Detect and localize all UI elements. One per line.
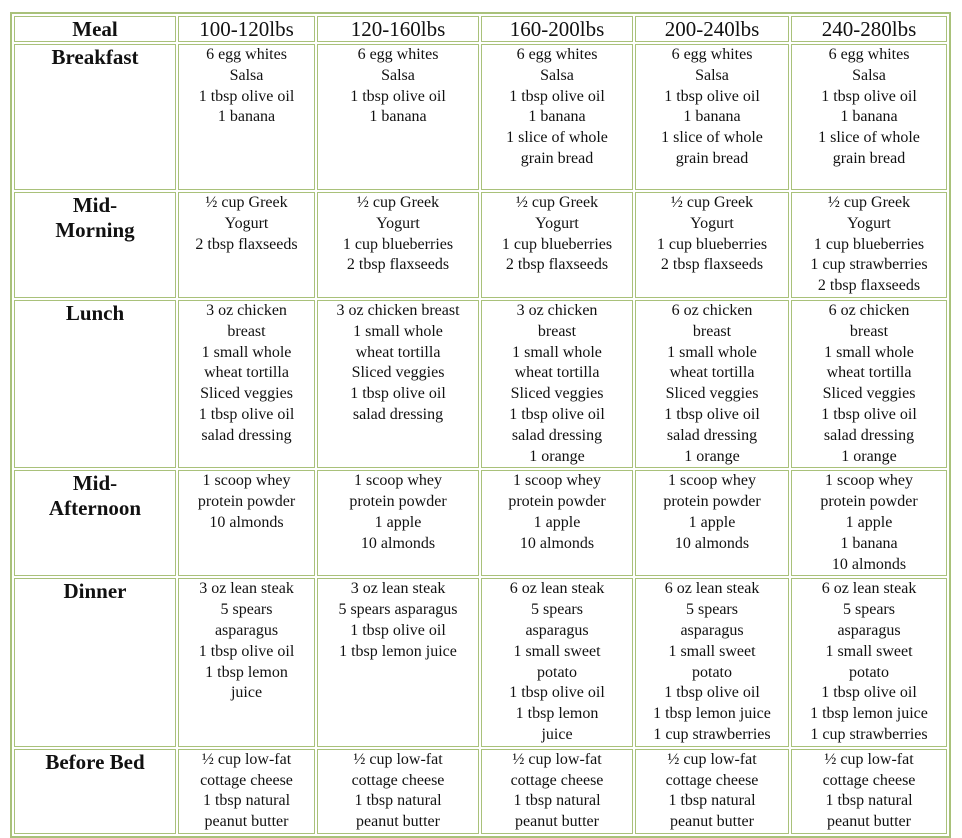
food-item: 1 tbsp natural (668, 792, 756, 810)
food-item: Sliced veggies (200, 385, 293, 403)
food-item: 1 scoop whey (202, 472, 291, 490)
meal-name-line: Mid- (72, 193, 118, 217)
food-item: 1 cup strawberries (810, 725, 928, 743)
food-item: 1 tbsp olive oil (664, 405, 760, 423)
food-item: Yogurt (535, 214, 579, 232)
food-item: 1 small whole (824, 343, 914, 361)
meal-name-line: Lunch (65, 300, 125, 325)
cell-breakfast-240-280 (791, 44, 947, 190)
food-item: peanut butter (670, 813, 754, 831)
cell-lunch-240-280 (791, 300, 947, 468)
food-item: Yogurt (690, 214, 734, 232)
food-item: ½ cup Greek (356, 194, 440, 211)
food-item: Yogurt (847, 214, 891, 232)
food-item: breast (849, 322, 889, 340)
meal-plan-table (10, 12, 951, 838)
cell-before-bed-120-160 (317, 749, 479, 834)
food-item: grain bread (832, 149, 906, 167)
food-item: 10 almonds (519, 534, 595, 552)
food-item: peanut butter (827, 813, 911, 831)
food-item: salad dressing (511, 426, 603, 444)
food-item: Yogurt (376, 214, 420, 232)
food-item: 1 orange (529, 447, 585, 465)
food-item: Salsa (540, 66, 574, 84)
food-item: 1 tbsp natural (825, 792, 913, 810)
food-item: 1 tbsp olive oil (509, 684, 605, 702)
meal-name-before-bed (14, 749, 176, 834)
cell-breakfast-120-160 (317, 44, 479, 190)
food-item: wheat tortilla (355, 343, 441, 361)
cell-mid-morning-120-160 (317, 192, 479, 298)
cell-mid-morning-160-200 (481, 192, 633, 298)
cell-mid-afternoon-100-120 (178, 470, 315, 576)
table-row (14, 749, 947, 834)
food-item: ½ cup Greek (827, 194, 911, 211)
food-item: cottage cheese (665, 771, 759, 789)
food-item: 6 oz lean steak (509, 580, 605, 598)
food-item: Salsa (229, 66, 264, 84)
food-item: potato (849, 663, 889, 681)
food-item: 3 oz lean steak (199, 580, 294, 598)
food-item: Yogurt (224, 214, 269, 232)
food-item: 1 tbsp olive oil (509, 87, 605, 105)
food-item: 5 spears (531, 601, 583, 619)
food-item: cottage cheese (351, 771, 445, 789)
food-item: ½ cup Greek (205, 194, 288, 211)
food-item: 1 tbsp olive oil (350, 385, 446, 403)
food-item: juice (230, 684, 263, 702)
cell-mid-morning-200-240 (635, 192, 789, 298)
food-item: Sliced veggies (510, 385, 604, 403)
food-item: salad dressing (666, 426, 758, 444)
food-item: 5 spears (686, 601, 738, 619)
header-240-280: 240-280lbs (791, 16, 947, 42)
food-item: wheat tortilla (204, 364, 289, 382)
food-item: Salsa (381, 66, 415, 84)
food-item: 1 tbsp olive oil (821, 405, 917, 423)
food-item: ½ cup low-fat (201, 750, 292, 768)
food-item: Sliced veggies (351, 364, 445, 382)
food-item: 1 tbsp olive oil (198, 87, 295, 105)
food-item: salad dressing (823, 426, 915, 444)
meal-name-line: Afternoon (48, 496, 142, 521)
food-item: 2 tbsp flaxseeds (660, 256, 764, 274)
food-item: 6 egg whites (516, 46, 598, 63)
food-item: breast (537, 322, 577, 340)
food-item: 1 cup strawberries (653, 725, 771, 743)
food-item: 5 spears (843, 601, 895, 619)
cell-before-bed-100-120 (178, 749, 315, 834)
food-item: 1 apple (374, 513, 422, 531)
food-item: 1 tbsp lemon juice (339, 642, 457, 660)
food-item: 1 small whole (667, 343, 757, 361)
food-item: 1 tbsp natural (354, 792, 442, 810)
table-row (14, 470, 947, 576)
food-item: wheat tortilla (669, 364, 755, 382)
food-item: 3 oz chicken (206, 301, 287, 319)
food-item: 1 cup blueberries (342, 235, 454, 253)
food-item: 1 tbsp lemon (205, 663, 288, 681)
food-item: 1 tbsp olive oil (664, 87, 760, 105)
cell-before-bed-160-200 (481, 749, 633, 834)
food-item: Sliced veggies (665, 385, 759, 403)
cell-mid-afternoon-160-200 (481, 470, 633, 576)
food-item: asparagus (680, 621, 744, 639)
food-item: asparagus (525, 621, 589, 639)
food-item: 10 almonds (360, 534, 436, 552)
meal-name-breakfast (14, 44, 176, 190)
food-item: 2 tbsp flaxseeds (195, 235, 298, 253)
food-item: 1 tbsp olive oil (198, 405, 295, 423)
food-item: 1 scoop whey (825, 472, 913, 490)
food-item: 1 small whole (201, 343, 292, 361)
food-item: 1 apple (533, 513, 581, 531)
food-item: peanut butter (515, 813, 599, 831)
cell-dinner-100-120 (178, 578, 315, 746)
food-item: 10 almonds (209, 513, 284, 531)
meal-name-line: Breakfast (51, 45, 139, 69)
cell-mid-morning-240-280 (791, 192, 947, 298)
food-item: 10 almonds (674, 534, 750, 552)
food-item: ½ cup low-fat (667, 750, 757, 768)
food-item: 2 tbsp flaxseeds (346, 256, 450, 274)
food-item: 1 small sweet (825, 642, 913, 660)
cell-dinner-160-200 (481, 578, 633, 746)
food-item: peanut butter (356, 813, 440, 831)
food-item: ½ cup Greek (515, 194, 599, 211)
meal-name-line: Dinner (63, 579, 127, 604)
food-item: 1 banana (840, 534, 898, 552)
food-item: cottage cheese (822, 771, 916, 789)
food-item: 1 cup blueberries (501, 235, 613, 253)
food-item: 6 egg whites (828, 46, 910, 63)
food-item: 3 oz chicken (516, 301, 598, 319)
food-item: 1 orange (684, 447, 740, 465)
food-item: potato (692, 663, 732, 681)
food-item: 6 oz chicken (671, 301, 753, 319)
food-item: 1 tbsp lemon (515, 705, 599, 723)
food-item: 1 tbsp olive oil (198, 642, 295, 660)
food-item: 1 small whole (512, 343, 602, 361)
cell-dinner-240-280 (791, 578, 947, 746)
food-item: ½ cup low-fat (512, 750, 602, 768)
header-120-160: 120-160lbs (317, 16, 479, 42)
food-item: 6 egg whites (671, 46, 753, 63)
food-item: 1 cup blueberries (656, 235, 768, 253)
food-item: 1 banana (528, 108, 586, 126)
food-item: ½ cup Greek (670, 194, 754, 211)
food-item: 1 banana (840, 108, 898, 126)
meal-name-line: Before Bed (45, 749, 145, 774)
cell-before-bed-200-240 (635, 749, 789, 834)
cell-mid-afternoon-240-280 (791, 470, 947, 576)
food-item: 2 tbsp flaxseeds (505, 256, 609, 274)
food-item: 3 oz chicken breast (336, 301, 460, 319)
food-item: grain bread (520, 149, 594, 167)
food-item: protein powder (197, 493, 296, 511)
cell-before-bed-240-280 (791, 749, 947, 834)
food-item: 1 tbsp olive oil (350, 621, 446, 639)
food-item: asparagus (214, 621, 279, 639)
food-item: cottage cheese (200, 771, 293, 789)
food-item: salad dressing (352, 405, 444, 423)
food-item: 1 slice of whole (818, 129, 920, 147)
food-item: 3 oz lean steak (350, 580, 446, 598)
meal-name-mid-morning (14, 192, 176, 298)
food-item: 1 scoop whey (668, 472, 756, 490)
table-row (14, 192, 947, 298)
table-row (14, 44, 947, 190)
food-item: 6 oz chicken (828, 301, 910, 319)
cell-lunch-160-200 (481, 300, 633, 468)
food-item: 1 scoop whey (354, 472, 442, 490)
food-item: wheat tortilla (826, 364, 912, 382)
table-row (14, 578, 947, 746)
meal-plan (10, 12, 950, 831)
food-item: 1 banana (217, 108, 276, 126)
food-item: 1 small whole (353, 322, 443, 340)
food-item: protein powder (508, 493, 606, 511)
food-item: 1 cup blueberries (813, 235, 925, 253)
cell-dinner-120-160 (317, 578, 479, 746)
food-item: 1 cup strawberries (810, 256, 928, 274)
cell-breakfast-160-200 (481, 44, 633, 190)
food-item: 1 banana (369, 108, 427, 126)
meal-name-line: Morning (55, 218, 135, 242)
food-item: 1 tbsp lemon juice (653, 705, 771, 723)
food-item: peanut butter (204, 813, 289, 831)
food-item: 1 apple (845, 513, 893, 531)
food-item: 1 tbsp olive oil (821, 87, 917, 105)
food-item: 1 slice of whole (506, 129, 608, 147)
food-item: cottage cheese (510, 771, 604, 789)
food-item: 1 apple (688, 513, 736, 531)
food-item: 6 egg whites (357, 46, 439, 63)
header-200-240: 200-240lbs (635, 16, 789, 42)
meal-name-mid-afternoon (14, 470, 176, 576)
food-item: ½ cup low-fat (353, 750, 443, 768)
food-item: 1 tbsp olive oil (821, 684, 917, 702)
food-item: 1 orange (841, 447, 897, 465)
food-item: protein powder (820, 493, 918, 511)
food-item: 2 tbsp flaxseeds (817, 277, 921, 295)
food-item: 1 small sweet (513, 642, 601, 660)
meal-name-line: Mid- (72, 471, 118, 496)
food-item: Salsa (852, 66, 886, 84)
cell-breakfast-100-120 (178, 44, 315, 190)
food-item: 6 oz lean steak (821, 580, 917, 598)
header-meal: Meal (14, 16, 176, 42)
food-item: 1 tbsp lemon juice (810, 705, 928, 723)
food-item: 1 tbsp natural (202, 792, 291, 810)
food-item: breast (692, 322, 732, 340)
food-item: salad dressing (201, 426, 292, 444)
food-item: Sliced veggies (822, 385, 916, 403)
cell-mid-afternoon-120-160 (317, 470, 479, 576)
food-item: potato (537, 663, 577, 681)
food-item: 6 oz lean steak (664, 580, 760, 598)
food-item: ½ cup low-fat (824, 750, 914, 768)
meal-name-dinner (14, 578, 176, 746)
food-item: 1 scoop whey (513, 472, 601, 490)
food-item: 5 spears (220, 601, 273, 619)
food-item: 6 egg whites (206, 46, 287, 63)
header-100-120: 100-120lbs (178, 16, 315, 42)
food-item: 10 almonds (831, 555, 907, 573)
table-row (14, 300, 947, 468)
cell-dinner-200-240 (635, 578, 789, 746)
cell-breakfast-200-240 (635, 44, 789, 190)
food-item: 1 tbsp natural (513, 792, 601, 810)
meal-name-lunch (14, 300, 176, 468)
header-row (14, 16, 947, 42)
food-item: protein powder (663, 493, 761, 511)
food-item: Salsa (695, 66, 729, 84)
food-item: 1 tbsp olive oil (509, 405, 605, 423)
food-item: asparagus (837, 621, 901, 639)
food-item: 1 slice of whole (661, 129, 763, 147)
cell-lunch-200-240 (635, 300, 789, 468)
food-item: 1 banana (683, 108, 741, 126)
header-160-200: 160-200lbs (481, 16, 633, 42)
food-item: breast (227, 322, 266, 340)
cell-mid-afternoon-200-240 (635, 470, 789, 576)
cell-lunch-100-120 (178, 300, 315, 468)
food-item: juice (541, 725, 573, 743)
food-item: 1 tbsp olive oil (664, 684, 760, 702)
food-item: 1 tbsp olive oil (350, 87, 446, 105)
food-item: protein powder (349, 493, 447, 511)
food-item: grain bread (675, 149, 749, 167)
cell-mid-morning-100-120 (178, 192, 315, 298)
food-item: 1 small sweet (668, 642, 756, 660)
cell-lunch-120-160 (317, 300, 479, 468)
food-item: wheat tortilla (514, 364, 600, 382)
food-item: 5 spears asparagus (338, 601, 458, 619)
